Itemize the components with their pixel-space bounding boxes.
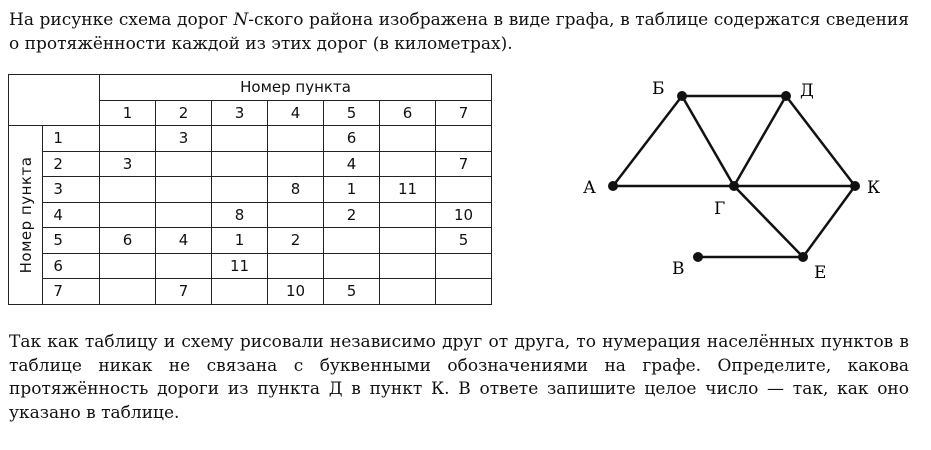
distance-cell [212, 279, 268, 305]
table-row [9, 151, 492, 177]
node-D [781, 91, 791, 101]
label-V: В [672, 259, 685, 279]
distance-cell [156, 202, 212, 228]
distance-cell [324, 228, 380, 254]
distance-cell [436, 279, 492, 305]
intro-part1: На рисунке схема дорог [9, 10, 234, 30]
row-number: 5 [43, 228, 100, 254]
row-number: 6 [43, 253, 100, 279]
intro-italic-n: N [233, 10, 249, 30]
node-B [677, 91, 687, 101]
distance-cell: 3 [156, 126, 212, 152]
edge-A-B [613, 96, 682, 186]
distance-cell: 6 [100, 228, 156, 254]
label-D: Д [800, 81, 814, 101]
column-header-title: Номер пункта [100, 75, 492, 101]
label-B: Б [652, 79, 665, 99]
distance-cell [156, 253, 212, 279]
distance-cell: 2 [268, 228, 324, 254]
distance-cell: 7 [436, 151, 492, 177]
distance-cell [212, 151, 268, 177]
distance-cell: 10 [436, 202, 492, 228]
distance-cell [380, 253, 436, 279]
table-row [9, 253, 492, 279]
table-row [9, 177, 492, 203]
intro-part2: -ского района изображена в виде графа, в таблице содержатся сведения о протяжённости каждой из этих дорог (в километрах). [9, 10, 909, 54]
column-number: 1 [100, 100, 156, 126]
edge-B-G [682, 96, 734, 186]
table-row [9, 228, 492, 254]
graph-nodes [608, 91, 860, 262]
distance-cell [380, 228, 436, 254]
distance-cell: 8 [268, 177, 324, 203]
label-A: А [583, 178, 596, 198]
column-number: 3 [212, 100, 268, 126]
node-A [608, 181, 618, 191]
distance-cell: 8 [212, 202, 268, 228]
distance-cell [212, 177, 268, 203]
road-graph [570, 64, 890, 284]
edge-D-K [786, 96, 855, 186]
distance-cell [380, 202, 436, 228]
row-number: 2 [43, 151, 100, 177]
distance-cell [156, 151, 212, 177]
edge-G-E [734, 186, 803, 257]
label-K: К [867, 178, 881, 198]
distance-cell: 11 [212, 253, 268, 279]
row-header-title [9, 126, 43, 305]
distance-cell [156, 177, 212, 203]
distance-cell [436, 126, 492, 152]
distance-cell: 5 [324, 279, 380, 305]
distance-cell [380, 279, 436, 305]
node-E [798, 252, 808, 262]
distance-cell: 4 [156, 228, 212, 254]
table-row [9, 126, 492, 152]
distance-cell: 3 [100, 151, 156, 177]
distance-cell: 1 [212, 228, 268, 254]
distance-cell [268, 253, 324, 279]
column-number: 4 [268, 100, 324, 126]
table-row [9, 202, 492, 228]
problem-intro [9, 8, 909, 56]
row-header-text: Номер пункта [16, 156, 35, 274]
distance-cell: 10 [268, 279, 324, 305]
table-corner [9, 75, 100, 126]
distance-cell [268, 202, 324, 228]
distance-cell [268, 126, 324, 152]
column-number: 2 [156, 100, 212, 126]
node-V [693, 252, 703, 262]
column-number: 6 [380, 100, 436, 126]
distance-cell [100, 126, 156, 152]
row-number: 7 [43, 279, 100, 305]
distance-cell [100, 279, 156, 305]
distance-cell [324, 253, 380, 279]
distance-cell: 4 [324, 151, 380, 177]
row-number: 4 [43, 202, 100, 228]
distance-cell [436, 177, 492, 203]
table-header-row [9, 75, 492, 101]
distance-cell: 1 [324, 177, 380, 203]
label-E: Е [814, 263, 827, 283]
distance-cell: 5 [436, 228, 492, 254]
distance-cell [380, 151, 436, 177]
table-row [9, 279, 492, 305]
problem-question: Так как таблицу и схему рисовали независимо друг от друга, то нумерация населённых пунктов в таблице никак не связана с буквенными обозначениями на графе. Определите, какова протяжённость дороги из пункта Д в пункт К. В ответе запишите целое число — так, как оно указано в таблице. [9, 332, 909, 423]
distance-cell [212, 126, 268, 152]
distance-table [8, 74, 492, 305]
node-K [850, 181, 860, 191]
label-G: Г [714, 199, 726, 219]
column-number: 5 [324, 100, 380, 126]
row-number: 3 [43, 177, 100, 203]
distance-cell [100, 202, 156, 228]
node-G [729, 181, 739, 191]
distance-cell [268, 151, 324, 177]
distance-cell: 6 [324, 126, 380, 152]
distance-cell [380, 126, 436, 152]
graph-edges [613, 96, 855, 257]
distance-cell: 7 [156, 279, 212, 305]
distance-cell [100, 253, 156, 279]
distance-cell [436, 253, 492, 279]
distance-cell [100, 177, 156, 203]
edge-K-E [803, 186, 855, 257]
edge-D-G [734, 96, 786, 186]
distance-cell: 2 [324, 202, 380, 228]
distance-cell: 11 [380, 177, 436, 203]
column-number: 7 [436, 100, 492, 126]
row-number: 1 [43, 126, 100, 152]
